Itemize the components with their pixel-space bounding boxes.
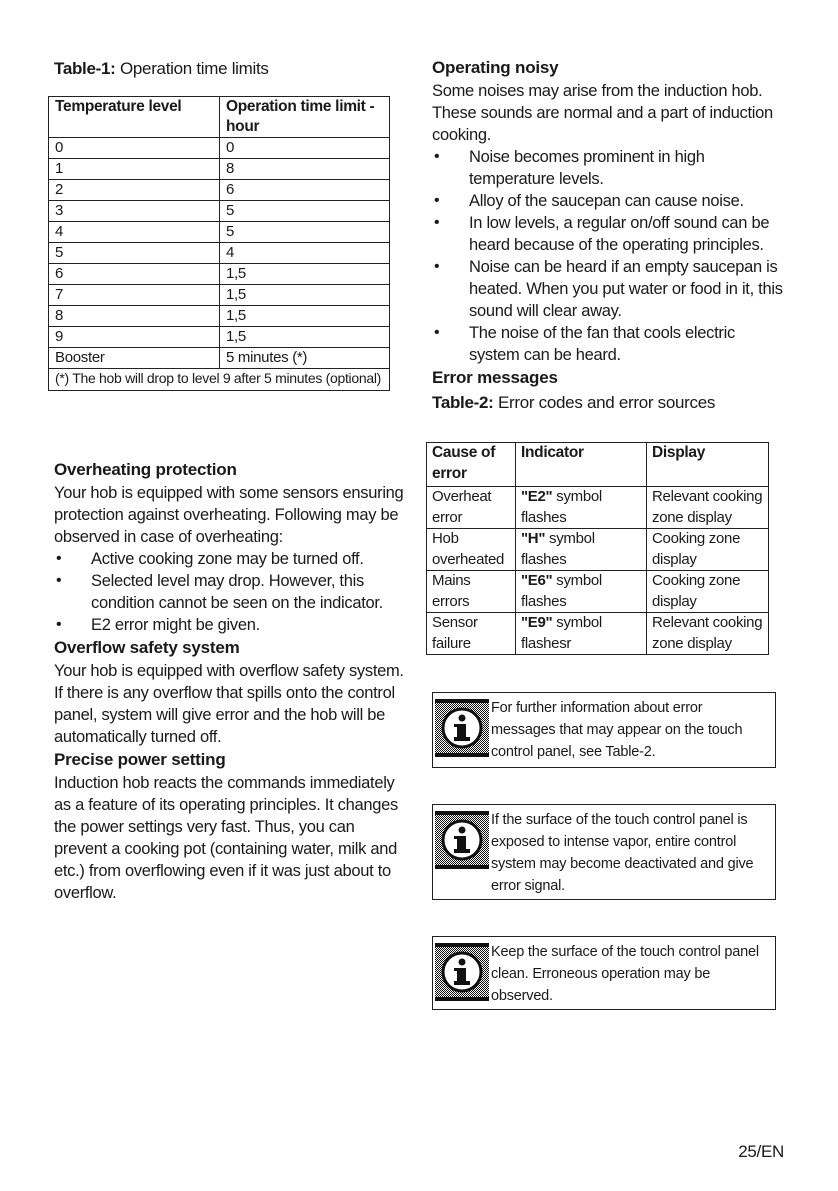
table-row [427,529,769,571]
table-cell: Cooking zone display [647,571,769,613]
table-cell: 7 [49,285,220,306]
list-item: • Noise can be heard if an empty saucepan is heated. When you put water or food in it, this sound will clear away. [432,256,788,322]
list-item: • In low levels, a regular on/off sound can be heard because of the operating principles. [432,212,788,256]
table-cell: 5 minutes (*) [220,348,390,369]
list-item: • Selected level may drop. However, this condition cannot be seen on the indicator. [54,570,410,614]
list-item: • The noise of the fan that cools electric system can be heard. [432,322,788,366]
table-cell: Booster [49,348,220,369]
table-cell: 0 [49,138,220,159]
overheating-intro: Your hob is equipped with some sensors ensuring protection against overheating. Following may be observed in case of overheating: [54,484,404,546]
table-row [49,138,390,159]
table-cell: "E2" symbol flashes [516,487,647,529]
table-row [49,180,390,201]
table-note-row [49,369,390,391]
table-header-row [427,443,769,487]
table-cell: 1,5 [220,327,390,348]
page-number: 25/EN [738,1142,784,1161]
table-cell: Hob overheated [427,529,516,571]
table-cell: Overheat error [427,487,516,529]
info-box [432,692,776,768]
table-row [427,571,769,613]
list-item: • E2 error might be given. [54,614,410,636]
table-cell: 9 [49,327,220,348]
table-cell: Relevant cooking zone display [647,613,769,655]
table-cell: 6 [220,180,390,201]
table-cell: Sensor failure [427,613,516,655]
table-cell: 1,5 [220,306,390,327]
list-item: • Noise becomes prominent in high temperature levels. [432,146,788,190]
list-item: • Active cooking zone may be turned off. [54,548,410,570]
table-cell: 8 [49,306,220,327]
right-sections [432,56,788,416]
table-cell: 5 [220,201,390,222]
left-sections [54,458,410,904]
table-header-cell: Cause of error [427,443,516,487]
info-text: For further information about error messages that may appear on the touch control panel, see Table-2. [491,700,743,760]
table-cell: 1,5 [220,264,390,285]
table-cell: 5 [220,222,390,243]
table-row [49,201,390,222]
table-cell: 4 [220,243,390,264]
overflow-body: Your hob is equipped with overflow safety system. If there is any overflow that spills onto the control panel, system will give error and the hob will be automatically turned off. [54,662,404,746]
table-header-cell: Temperature level [49,97,220,138]
operation-time-table [48,96,390,391]
table-cell: 1,5 [220,285,390,306]
table-cell: Mains errors [427,571,516,613]
table-row [49,222,390,243]
table-cell: "E9" symbol flashesr [516,613,647,655]
table-row [49,243,390,264]
table-header-cell: Operation time limit - hour [220,97,390,138]
table-row [49,264,390,285]
error-codes-table [426,442,769,655]
table-cell: 6 [49,264,220,285]
table-header-cell: Indicator [516,443,647,487]
table-cell: 2 [49,180,220,201]
table-row [427,613,769,655]
table-cell: 0 [220,138,390,159]
info-icon [435,699,489,757]
table-header-cell: Display [647,443,769,487]
info-icon [435,943,489,1001]
table-cell: Relevant cooking zone display [647,487,769,529]
noisy-intro: Some noises may arise from the induction hob. These sounds are normal and a part of induction cooking. [432,82,773,144]
noisy-heading: Operating noisy [432,58,559,77]
table-cell: 4 [49,222,220,243]
table-header-row [49,97,390,138]
table-row [427,487,769,529]
table-cell: Cooking zone display [647,529,769,571]
table-cell: "E6" symbol flashes [516,571,647,613]
table-cell: 3 [49,201,220,222]
table-row [49,327,390,348]
info-box [432,936,776,1010]
table2-caption: Table-2: Error codes and error sources [432,393,716,412]
overheating-list [54,548,410,636]
info-box [432,804,776,900]
errors-heading: Error messages [432,368,558,387]
info-text: If the surface of the touch control panel is exposed to intense vapor, entire control system may become deactivated and give error signal. [491,812,754,894]
list-item: • Alloy of the saucepan can cause noise. [432,190,788,212]
table-row [49,159,390,180]
table1-caption: Table-1: Operation time limits [54,59,269,78]
overheating-heading: Overheating protection [54,460,237,479]
table-cell: 1 [49,159,220,180]
table-row [49,306,390,327]
table-row [49,285,390,306]
overflow-heading: Overflow safety system [54,638,240,657]
info-icon [435,811,489,869]
precise-body: Induction hob reacts the commands immediately as a feature of its operating principles. It changes the power settings very fast. Thus, you can prevent a cooking pot (containing water, milk and etc.) from overflowing even if it was just about to overflow. [54,774,398,902]
noisy-list [432,146,788,366]
table-cell: 5 [49,243,220,264]
precise-heading: Precise power setting [54,750,226,769]
table-cell: 8 [220,159,390,180]
table-row [49,348,390,369]
table-cell: "H" symbol flashes [516,529,647,571]
table-note: (*) The hob will drop to level 9 after 5 minutes (optional) [49,369,390,391]
info-text: Keep the surface of the touch control panel clean. Erroneous operation may be observed. [491,944,759,1004]
